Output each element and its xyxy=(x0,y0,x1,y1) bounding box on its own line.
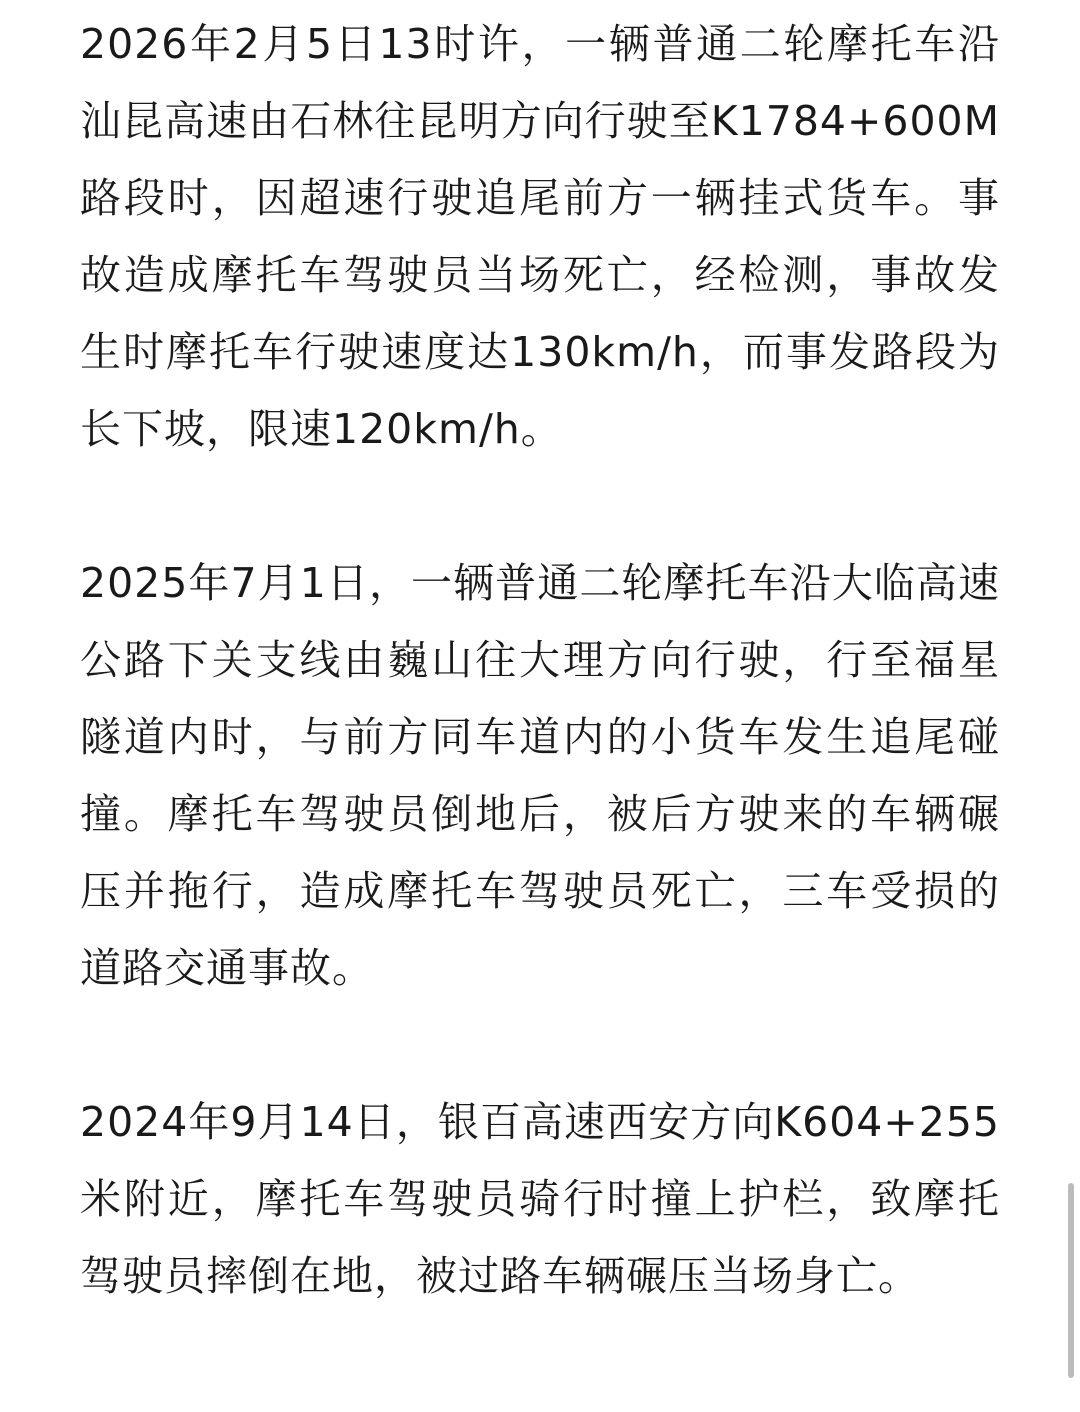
vertical-scrollbar[interactable] xyxy=(1068,1183,1074,1378)
accident-paragraph-2025: 2025年7月1日，一辆普通二轮摩托车沿大临高速公路下关支线由巍山往大理方向行驶，行至福星隧道内时，与前方同车道内的小货车发生追尾碰撞。摩托车驾驶员倒地后，被后方驶来的车辆碾压并拖行，造成摩托车驾驶员死亡，三车受损的道路交通事故。 xyxy=(80,559,1000,992)
article-body xyxy=(80,6,1000,1315)
accident-paragraph-2026: 2026年2月5日13时许，一辆普通二轮摩托车沿汕昆高速由石林往昆明方向行驶至K1784+600M路段时，因超速行驶追尾前方一辆挂式货车。事故造成摩托车驾驶员当场死亡，经检测，事故发生时摩托车行驶速度达130km/h，而事发路段为长下坡，限速120km/h。 xyxy=(80,20,1000,453)
accident-paragraph-2024: 2024年9月14日，银百高速西安方向K604+255米附近，摩托车驾驶员骑行时撞上护栏，致摩托驾驶员摔倒在地，被过路车辆碾压当场身亡。 xyxy=(80,1098,1000,1300)
